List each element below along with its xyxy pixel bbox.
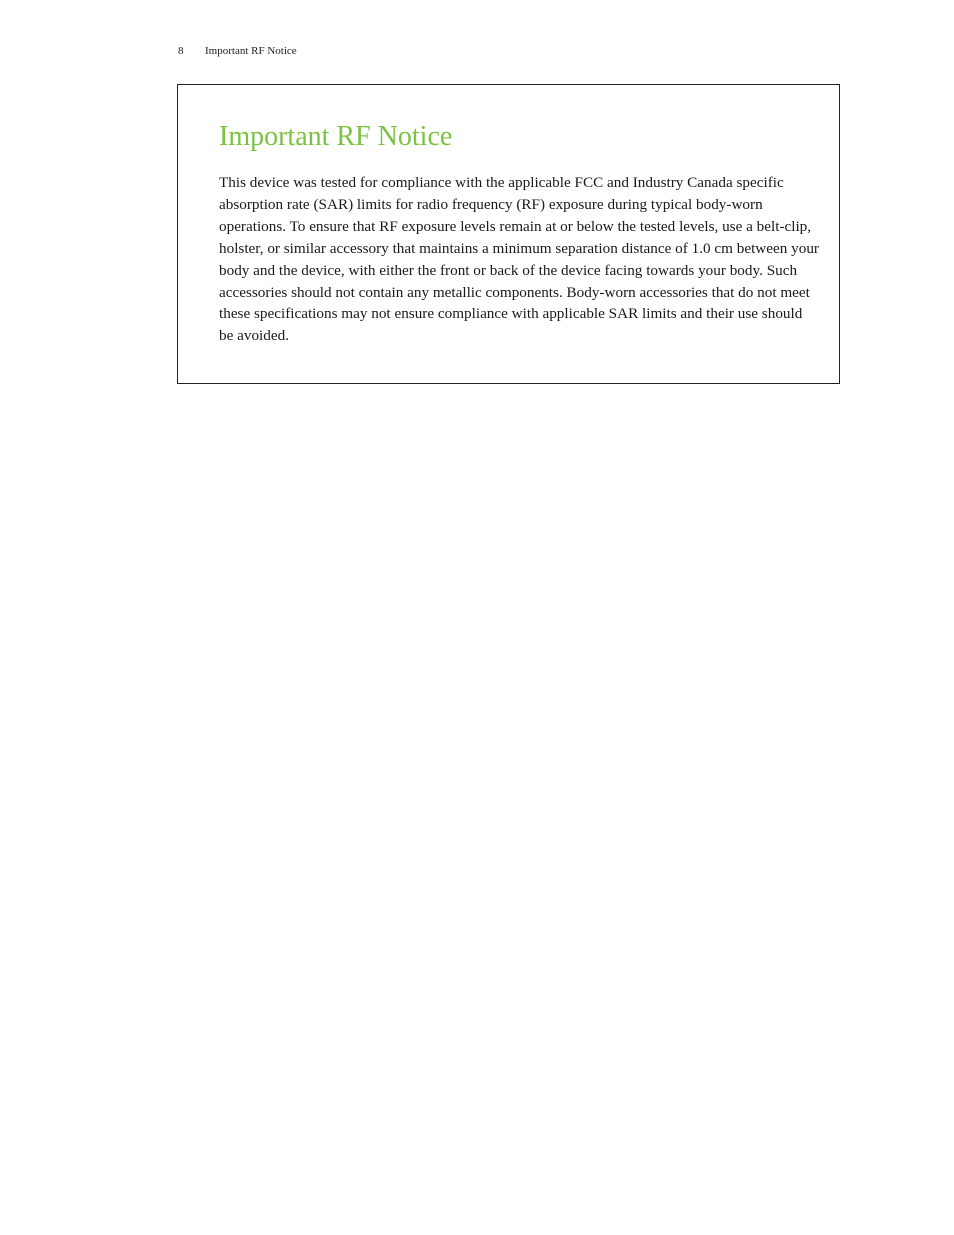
page-header — [178, 45, 297, 57]
notice-title: Important RF Notice — [219, 121, 453, 152]
page-number: 8 — [178, 45, 184, 57]
running-section-title: Important RF Notice — [205, 45, 297, 57]
notice-body: This device was tested for compliance with the applicable FCC and Industry Canada specific absorption rate (SAR) limits for radio frequency (RF) exposure during typical body-worn operations. To ensure that RF exposure levels remain at or below the tested levels, use a belt-clip, holster, or similar accessory that maintains a minimum separation distance of 1.0 cm between your body and the device, with either the front or back of the device facing towards your body. Such accessories should not contain any metallic components. Body-worn accessories that do not meet these specifications may not ensure compliance with applicable SAR limits and their use should be avoided. — [219, 174, 819, 345]
